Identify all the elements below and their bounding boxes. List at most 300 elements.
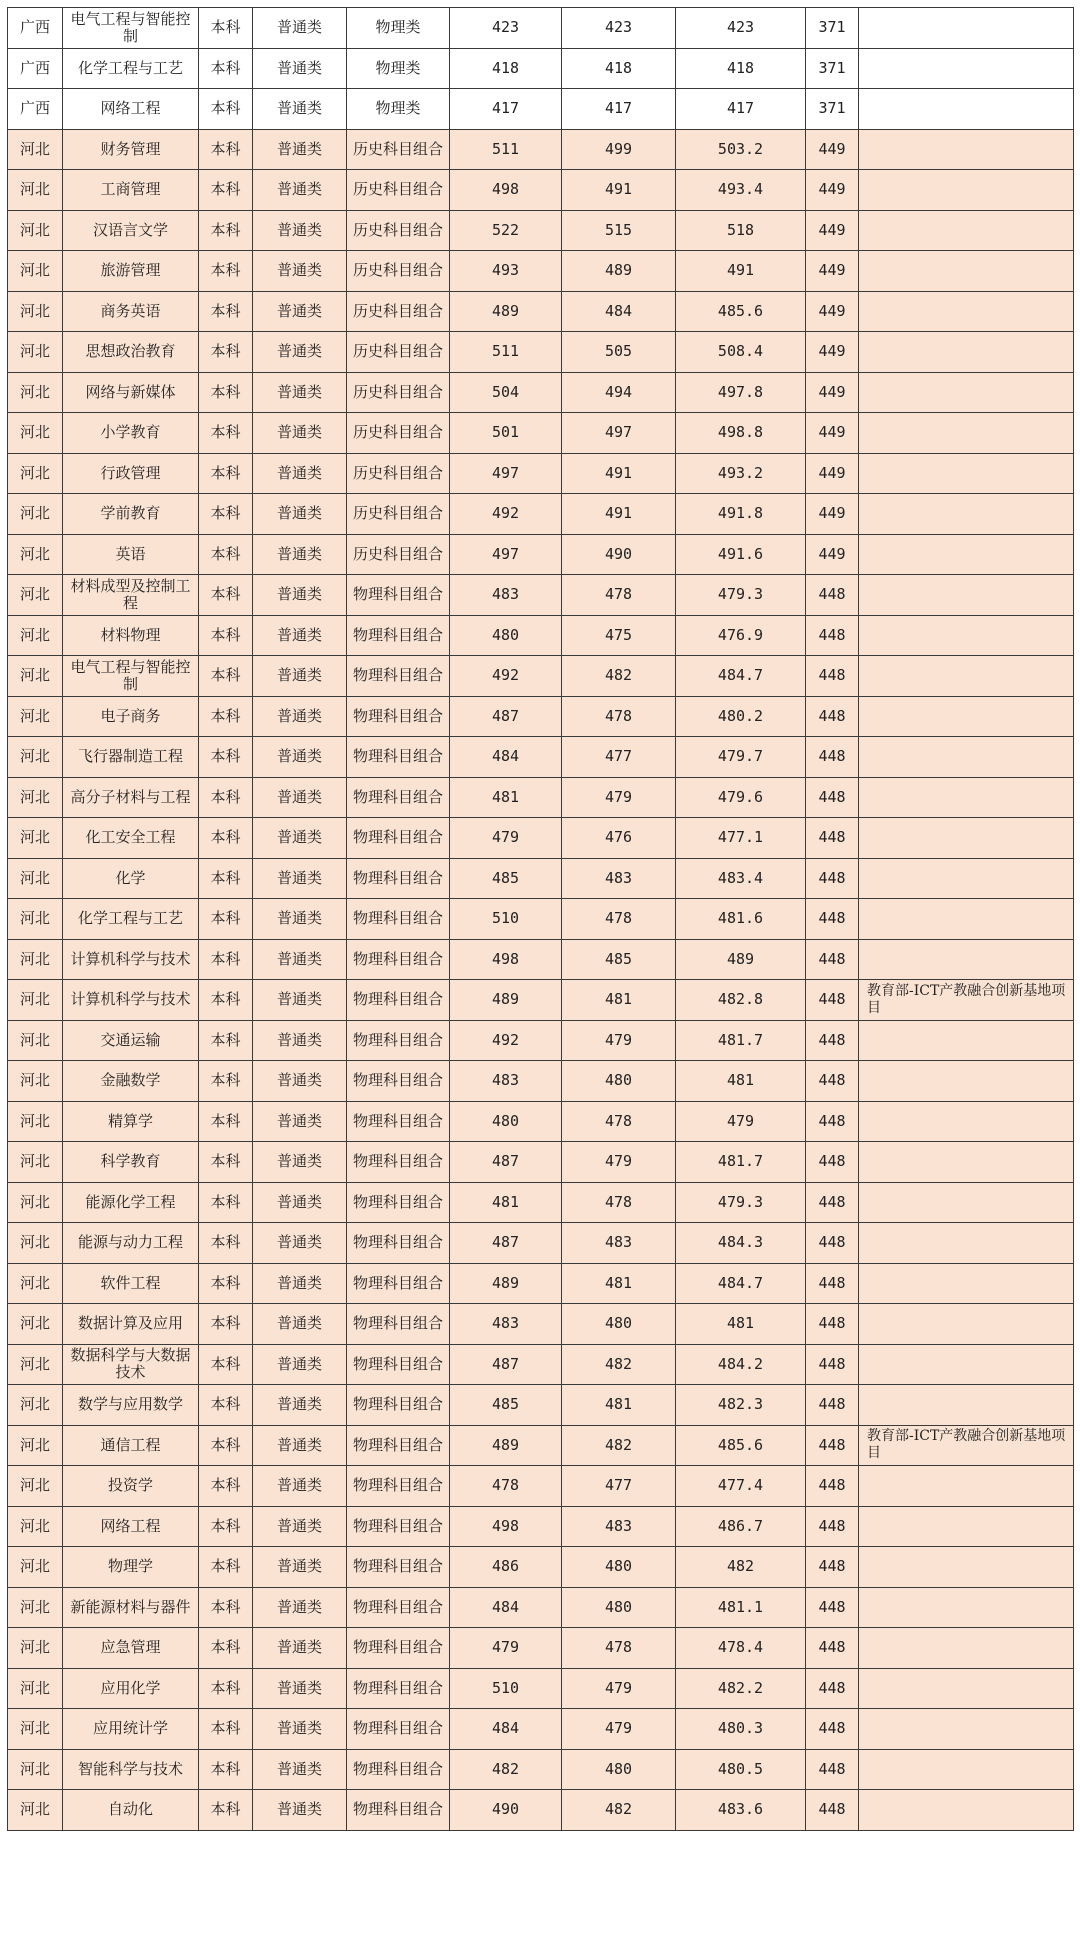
control-line-cell: 371 <box>806 89 859 130</box>
subject-cell: 物理科目组合 <box>347 1587 450 1628</box>
note-cell <box>859 251 1074 292</box>
max-score-cell: 493 <box>450 251 562 292</box>
max-score-cell: 492 <box>450 1020 562 1061</box>
table-row <box>8 170 1074 211</box>
note-cell <box>859 1142 1074 1183</box>
control-line-cell: 448 <box>806 1749 859 1790</box>
subject-cell: 物理科目组合 <box>347 1223 450 1264</box>
min-score-cell: 491 <box>562 170 676 211</box>
table-row <box>8 980 1074 1021</box>
major-cell: 学前教育 <box>63 494 199 535</box>
table-row <box>8 48 1074 89</box>
table-row <box>8 615 1074 656</box>
table-row <box>8 8 1074 49</box>
province-cell: 河北 <box>8 413 63 454</box>
control-line-cell: 449 <box>806 332 859 373</box>
category-cell: 普通类 <box>253 737 347 778</box>
subject-cell: 物理科目组合 <box>347 1061 450 1102</box>
control-line-cell: 448 <box>806 1506 859 1547</box>
control-line-cell: 448 <box>806 818 859 859</box>
max-score-cell: 511 <box>450 332 562 373</box>
subject-cell: 历史科目组合 <box>347 494 450 535</box>
table-row <box>8 1587 1074 1628</box>
min-score-cell: 490 <box>562 534 676 575</box>
level-cell: 本科 <box>199 494 253 535</box>
category-cell: 普通类 <box>253 575 347 616</box>
min-score-cell: 483 <box>562 1223 676 1264</box>
min-score-cell: 478 <box>562 696 676 737</box>
category-cell: 普通类 <box>253 858 347 899</box>
avg-score-cell: 480.5 <box>676 1749 806 1790</box>
major-cell: 行政管理 <box>63 453 199 494</box>
level-cell: 本科 <box>199 1506 253 1547</box>
min-score-cell: 477 <box>562 1466 676 1507</box>
control-line-cell: 448 <box>806 656 859 697</box>
province-cell: 河北 <box>8 1304 63 1345</box>
table-row <box>8 1223 1074 1264</box>
major-cell: 智能科学与技术 <box>63 1749 199 1790</box>
control-line-cell: 448 <box>806 1263 859 1304</box>
table-row <box>8 1101 1074 1142</box>
min-score-cell: 489 <box>562 251 676 292</box>
category-cell: 普通类 <box>253 1790 347 1831</box>
note-cell <box>859 1020 1074 1061</box>
province-cell: 河北 <box>8 1020 63 1061</box>
table-row <box>8 291 1074 332</box>
level-cell: 本科 <box>199 1304 253 1345</box>
avg-score-cell: 484.2 <box>676 1344 806 1385</box>
avg-score-cell: 493.2 <box>676 453 806 494</box>
min-score-cell: 476 <box>562 818 676 859</box>
province-cell: 河北 <box>8 656 63 697</box>
control-line-cell: 448 <box>806 1385 859 1426</box>
max-score-cell: 489 <box>450 291 562 332</box>
avg-score-cell: 483.4 <box>676 858 806 899</box>
max-score-cell: 511 <box>450 129 562 170</box>
min-score-cell: 478 <box>562 1101 676 1142</box>
max-score-cell: 480 <box>450 615 562 656</box>
control-line-cell: 448 <box>806 1142 859 1183</box>
avg-score-cell: 484.7 <box>676 1263 806 1304</box>
note-cell <box>859 170 1074 211</box>
control-line-cell: 448 <box>806 1466 859 1507</box>
max-score-cell: 498 <box>450 170 562 211</box>
max-score-cell: 485 <box>450 858 562 899</box>
province-cell: 河北 <box>8 1142 63 1183</box>
province-cell: 河北 <box>8 696 63 737</box>
note-cell <box>859 1223 1074 1264</box>
min-score-cell: 484 <box>562 291 676 332</box>
major-cell: 应急管理 <box>63 1628 199 1669</box>
note-cell <box>859 575 1074 616</box>
province-cell: 河北 <box>8 1587 63 1628</box>
min-score-cell: 480 <box>562 1587 676 1628</box>
table-row <box>8 818 1074 859</box>
level-cell: 本科 <box>199 615 253 656</box>
min-score-cell: 479 <box>562 1142 676 1183</box>
max-score-cell: 483 <box>450 1061 562 1102</box>
avg-score-cell: 479.3 <box>676 575 806 616</box>
subject-cell: 物理科目组合 <box>347 1790 450 1831</box>
avg-score-cell: 481.7 <box>676 1142 806 1183</box>
level-cell: 本科 <box>199 129 253 170</box>
max-score-cell: 486 <box>450 1547 562 1588</box>
max-score-cell: 497 <box>450 453 562 494</box>
subject-cell: 物理科目组合 <box>347 656 450 697</box>
control-line-cell: 448 <box>806 980 859 1021</box>
avg-score-cell: 481 <box>676 1061 806 1102</box>
control-line-cell: 448 <box>806 777 859 818</box>
table-row <box>8 899 1074 940</box>
major-cell: 财务管理 <box>63 129 199 170</box>
province-cell: 河北 <box>8 980 63 1021</box>
min-score-cell: 505 <box>562 332 676 373</box>
category-cell: 普通类 <box>253 372 347 413</box>
control-line-cell: 449 <box>806 170 859 211</box>
min-score-cell: 499 <box>562 129 676 170</box>
category-cell: 普通类 <box>253 89 347 130</box>
level-cell: 本科 <box>199 696 253 737</box>
avg-score-cell: 493.4 <box>676 170 806 211</box>
subject-cell: 物理科目组合 <box>347 1628 450 1669</box>
major-cell: 英语 <box>63 534 199 575</box>
category-cell: 普通类 <box>253 1506 347 1547</box>
level-cell: 本科 <box>199 777 253 818</box>
control-line-cell: 448 <box>806 1061 859 1102</box>
note-cell <box>859 1709 1074 1750</box>
table-row <box>8 737 1074 778</box>
major-cell: 网络与新媒体 <box>63 372 199 413</box>
level-cell: 本科 <box>199 89 253 130</box>
min-score-cell: 491 <box>562 494 676 535</box>
table-row <box>8 939 1074 980</box>
level-cell: 本科 <box>199 1142 253 1183</box>
level-cell: 本科 <box>199 210 253 251</box>
province-cell: 河北 <box>8 1182 63 1223</box>
level-cell: 本科 <box>199 737 253 778</box>
category-cell: 普通类 <box>253 1223 347 1264</box>
avg-score-cell: 497.8 <box>676 372 806 413</box>
min-score-cell: 481 <box>562 1385 676 1426</box>
major-cell: 高分子材料与工程 <box>63 777 199 818</box>
province-cell: 河北 <box>8 494 63 535</box>
category-cell: 普通类 <box>253 8 347 49</box>
max-score-cell: 510 <box>450 899 562 940</box>
min-score-cell: 479 <box>562 1668 676 1709</box>
min-score-cell: 483 <box>562 858 676 899</box>
control-line-cell: 448 <box>806 939 859 980</box>
province-cell: 河北 <box>8 332 63 373</box>
avg-score-cell: 484.3 <box>676 1223 806 1264</box>
subject-cell: 历史科目组合 <box>347 534 450 575</box>
subject-cell: 物理科目组合 <box>347 1385 450 1426</box>
province-cell: 广西 <box>8 48 63 89</box>
category-cell: 普通类 <box>253 1344 347 1385</box>
min-score-cell: 483 <box>562 1506 676 1547</box>
min-score-cell: 481 <box>562 980 676 1021</box>
min-score-cell: 479 <box>562 1709 676 1750</box>
province-cell: 河北 <box>8 899 63 940</box>
province-cell: 河北 <box>8 737 63 778</box>
max-score-cell: 489 <box>450 1425 562 1466</box>
admission-scores-table <box>7 7 1074 1831</box>
major-cell: 计算机科学与技术 <box>63 980 199 1021</box>
max-score-cell: 504 <box>450 372 562 413</box>
level-cell: 本科 <box>199 48 253 89</box>
level-cell: 本科 <box>199 1344 253 1385</box>
level-cell: 本科 <box>199 858 253 899</box>
avg-score-cell: 479.7 <box>676 737 806 778</box>
subject-cell: 历史科目组合 <box>347 210 450 251</box>
avg-score-cell: 498.8 <box>676 413 806 454</box>
category-cell: 普通类 <box>253 656 347 697</box>
level-cell: 本科 <box>199 251 253 292</box>
avg-score-cell: 491.6 <box>676 534 806 575</box>
province-cell: 河北 <box>8 1547 63 1588</box>
province-cell: 河北 <box>8 1101 63 1142</box>
category-cell: 普通类 <box>253 251 347 292</box>
note-cell <box>859 1344 1074 1385</box>
category-cell: 普通类 <box>253 48 347 89</box>
min-score-cell: 478 <box>562 575 676 616</box>
category-cell: 普通类 <box>253 939 347 980</box>
max-score-cell: 498 <box>450 939 562 980</box>
subject-cell: 物理科目组合 <box>347 1466 450 1507</box>
note-cell <box>859 1668 1074 1709</box>
subject-cell: 物理科目组合 <box>347 737 450 778</box>
major-cell: 商务英语 <box>63 291 199 332</box>
note-cell <box>859 1466 1074 1507</box>
level-cell: 本科 <box>199 1628 253 1669</box>
avg-score-cell: 481.6 <box>676 899 806 940</box>
category-cell: 普通类 <box>253 1628 347 1669</box>
note-cell <box>859 1182 1074 1223</box>
category-cell: 普通类 <box>253 291 347 332</box>
level-cell: 本科 <box>199 1020 253 1061</box>
subject-cell: 历史科目组合 <box>347 129 450 170</box>
control-line-cell: 449 <box>806 129 859 170</box>
control-line-cell: 371 <box>806 8 859 49</box>
subject-cell: 历史科目组合 <box>347 372 450 413</box>
major-cell: 化学工程与工艺 <box>63 48 199 89</box>
control-line-cell: 449 <box>806 251 859 292</box>
max-score-cell: 492 <box>450 494 562 535</box>
avg-score-cell: 481.1 <box>676 1587 806 1628</box>
note-cell <box>859 858 1074 899</box>
avg-score-cell: 491.8 <box>676 494 806 535</box>
level-cell: 本科 <box>199 939 253 980</box>
major-cell: 网络工程 <box>63 1506 199 1547</box>
avg-score-cell: 481.7 <box>676 1020 806 1061</box>
major-cell: 精算学 <box>63 1101 199 1142</box>
table-row <box>8 129 1074 170</box>
major-cell: 物理学 <box>63 1547 199 1588</box>
province-cell: 河北 <box>8 251 63 292</box>
min-score-cell: 480 <box>562 1547 676 1588</box>
max-score-cell: 478 <box>450 1466 562 1507</box>
table-row <box>8 858 1074 899</box>
subject-cell: 物理科目组合 <box>347 1425 450 1466</box>
level-cell: 本科 <box>199 656 253 697</box>
max-score-cell: 484 <box>450 1587 562 1628</box>
avg-score-cell: 518 <box>676 210 806 251</box>
table-row <box>8 1709 1074 1750</box>
note-cell <box>859 615 1074 656</box>
note-cell <box>859 129 1074 170</box>
min-score-cell: 480 <box>562 1749 676 1790</box>
table-row <box>8 1304 1074 1345</box>
note-cell: 教育部-ICT产教融合创新基地项目 <box>859 980 1074 1021</box>
note-cell <box>859 1547 1074 1588</box>
province-cell: 河北 <box>8 1223 63 1264</box>
major-cell: 应用统计学 <box>63 1709 199 1750</box>
category-cell: 普通类 <box>253 1304 347 1345</box>
category-cell: 普通类 <box>253 1101 347 1142</box>
subject-cell: 物理科目组合 <box>347 575 450 616</box>
major-cell: 电子商务 <box>63 696 199 737</box>
control-line-cell: 449 <box>806 291 859 332</box>
category-cell: 普通类 <box>253 453 347 494</box>
control-line-cell: 448 <box>806 1101 859 1142</box>
major-cell: 能源化学工程 <box>63 1182 199 1223</box>
avg-score-cell: 477.4 <box>676 1466 806 1507</box>
major-cell: 思想政治教育 <box>63 332 199 373</box>
province-cell: 河北 <box>8 170 63 211</box>
control-line-cell: 448 <box>806 1020 859 1061</box>
table-row <box>8 210 1074 251</box>
control-line-cell: 448 <box>806 1709 859 1750</box>
min-score-cell: 417 <box>562 89 676 130</box>
table-row <box>8 1142 1074 1183</box>
avg-score-cell: 486.7 <box>676 1506 806 1547</box>
max-score-cell: 483 <box>450 1304 562 1345</box>
category-cell: 普通类 <box>253 818 347 859</box>
note-cell <box>859 1061 1074 1102</box>
level-cell: 本科 <box>199 1263 253 1304</box>
province-cell: 河北 <box>8 1709 63 1750</box>
level-cell: 本科 <box>199 1547 253 1588</box>
max-score-cell: 481 <box>450 1182 562 1223</box>
level-cell: 本科 <box>199 1223 253 1264</box>
min-score-cell: 418 <box>562 48 676 89</box>
control-line-cell: 449 <box>806 453 859 494</box>
control-line-cell: 448 <box>806 1628 859 1669</box>
major-cell: 小学教育 <box>63 413 199 454</box>
max-score-cell: 492 <box>450 656 562 697</box>
table-row <box>8 1020 1074 1061</box>
level-cell: 本科 <box>199 8 253 49</box>
min-score-cell: 491 <box>562 453 676 494</box>
table-row <box>8 1061 1074 1102</box>
control-line-cell: 449 <box>806 413 859 454</box>
table-row <box>8 1547 1074 1588</box>
subject-cell: 物理科目组合 <box>347 1142 450 1183</box>
category-cell: 普通类 <box>253 1142 347 1183</box>
avg-score-cell: 482 <box>676 1547 806 1588</box>
category-cell: 普通类 <box>253 413 347 454</box>
note-cell <box>859 696 1074 737</box>
subject-cell: 物理科目组合 <box>347 1547 450 1588</box>
subject-cell: 物理科目组合 <box>347 1668 450 1709</box>
note-cell <box>859 332 1074 373</box>
control-line-cell: 448 <box>806 696 859 737</box>
province-cell: 河北 <box>8 1263 63 1304</box>
major-cell: 化工安全工程 <box>63 818 199 859</box>
max-score-cell: 485 <box>450 1385 562 1426</box>
major-cell: 工商管理 <box>63 170 199 211</box>
province-cell: 河北 <box>8 534 63 575</box>
province-cell: 河北 <box>8 291 63 332</box>
category-cell: 普通类 <box>253 494 347 535</box>
max-score-cell: 498 <box>450 1506 562 1547</box>
control-line-cell: 448 <box>806 1547 859 1588</box>
control-line-cell: 449 <box>806 210 859 251</box>
min-score-cell: 478 <box>562 1628 676 1669</box>
control-line-cell: 448 <box>806 1668 859 1709</box>
control-line-cell: 448 <box>806 858 859 899</box>
note-cell <box>859 1790 1074 1831</box>
min-score-cell: 423 <box>562 8 676 49</box>
category-cell: 普通类 <box>253 980 347 1021</box>
level-cell: 本科 <box>199 1749 253 1790</box>
note-cell <box>859 494 1074 535</box>
avg-score-cell: 480.2 <box>676 696 806 737</box>
max-score-cell: 481 <box>450 777 562 818</box>
note-cell <box>859 899 1074 940</box>
max-score-cell: 487 <box>450 1223 562 1264</box>
major-cell: 软件工程 <box>63 1263 199 1304</box>
level-cell: 本科 <box>199 1061 253 1102</box>
level-cell: 本科 <box>199 818 253 859</box>
subject-cell: 历史科目组合 <box>347 291 450 332</box>
level-cell: 本科 <box>199 1466 253 1507</box>
control-line-cell: 448 <box>806 1425 859 1466</box>
province-cell: 河北 <box>8 1466 63 1507</box>
table-row <box>8 332 1074 373</box>
note-cell <box>859 818 1074 859</box>
major-cell: 电气工程与智能控制 <box>63 656 199 697</box>
category-cell: 普通类 <box>253 1466 347 1507</box>
max-score-cell: 417 <box>450 89 562 130</box>
table-body <box>8 8 1074 1831</box>
level-cell: 本科 <box>199 1385 253 1426</box>
table-row <box>8 1466 1074 1507</box>
avg-score-cell: 479 <box>676 1101 806 1142</box>
level-cell: 本科 <box>199 1425 253 1466</box>
max-score-cell: 487 <box>450 696 562 737</box>
note-cell <box>859 8 1074 49</box>
level-cell: 本科 <box>199 534 253 575</box>
min-score-cell: 515 <box>562 210 676 251</box>
province-cell: 河北 <box>8 1506 63 1547</box>
category-cell: 普通类 <box>253 1385 347 1426</box>
level-cell: 本科 <box>199 1182 253 1223</box>
note-cell: 教育部-ICT产教融合创新基地项目 <box>859 1425 1074 1466</box>
control-line-cell: 449 <box>806 494 859 535</box>
control-line-cell: 448 <box>806 1344 859 1385</box>
note-cell <box>859 89 1074 130</box>
province-cell: 河北 <box>8 453 63 494</box>
max-score-cell: 479 <box>450 1628 562 1669</box>
max-score-cell: 487 <box>450 1142 562 1183</box>
table-row <box>8 89 1074 130</box>
min-score-cell: 482 <box>562 1344 676 1385</box>
major-cell: 能源与动力工程 <box>63 1223 199 1264</box>
major-cell: 自动化 <box>63 1790 199 1831</box>
control-line-cell: 448 <box>806 615 859 656</box>
table-row <box>8 1263 1074 1304</box>
major-cell: 新能源材料与器件 <box>63 1587 199 1628</box>
